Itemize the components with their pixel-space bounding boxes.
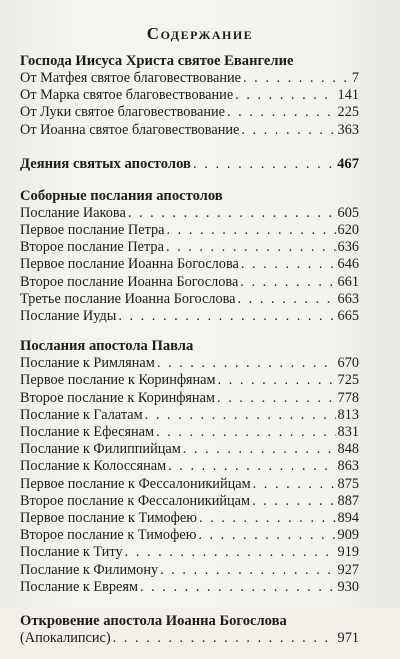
dot-leader <box>118 308 335 325</box>
dot-leader <box>183 441 336 458</box>
entry-page: 467 <box>337 155 359 172</box>
dot-leader <box>241 122 335 139</box>
entry-page: 863 <box>337 458 359 475</box>
entry-page: 778 <box>337 389 359 406</box>
section-heading: Откровение апостола Иоанна Богослова <box>20 613 287 630</box>
dot-leader <box>238 291 336 308</box>
entry-page: 848 <box>337 441 359 458</box>
entry-page: 930 <box>337 578 359 595</box>
toc-entry <box>20 562 359 579</box>
entry-label: Первое послание к Фессалоникийцам <box>20 475 251 492</box>
entry-page: 620 <box>337 222 359 239</box>
entry-label: Послание Иакова <box>20 204 126 221</box>
dot-leader <box>198 527 335 544</box>
entry-label: Деяния святых апостолов <box>20 155 191 172</box>
section-heading: Соборные послания апостолов <box>20 187 223 204</box>
entry-label: Послание к Римлянам <box>20 355 155 372</box>
entry-page: 7 <box>351 70 359 86</box>
toc-entry <box>20 630 359 647</box>
entry-label: Первое послание к Коринфянам <box>20 372 216 389</box>
toc-entry <box>20 104 359 121</box>
table-of-contents <box>20 52 359 659</box>
entry-label: Послание Иуды <box>20 308 117 325</box>
entry-page: 909 <box>337 527 359 544</box>
dot-leader <box>253 476 336 493</box>
toc-entry <box>20 256 359 273</box>
section-gospels <box>20 52 359 139</box>
section-revelation <box>20 612 359 647</box>
toc-entry <box>20 441 359 458</box>
dot-leader <box>167 222 336 239</box>
entry-label: Послание к Евреям <box>20 578 138 595</box>
entry-page: 887 <box>337 492 359 509</box>
entry-label: От Луки святое благовествование <box>20 104 225 121</box>
entry-page: 636 <box>337 239 359 256</box>
toc-entry <box>20 155 359 173</box>
toc-entry <box>20 579 359 596</box>
toc-entry <box>20 87 359 104</box>
toc-entry <box>20 70 359 87</box>
entry-label: Послание к Колоссянам <box>20 458 167 475</box>
entry-label: Послание к Галатам <box>20 406 143 423</box>
dot-leader <box>113 630 336 647</box>
entry-label: Второе послание к Фессалоникийцам <box>20 492 251 509</box>
dot-leader <box>252 493 335 510</box>
entry-page: 646 <box>337 256 359 273</box>
dot-leader <box>235 87 335 104</box>
entry-label: Третье послание Иоанна Богослова <box>20 290 236 307</box>
entry-page: 894 <box>337 510 359 527</box>
toc-entry <box>20 355 359 372</box>
entry-page: 927 <box>337 561 359 578</box>
dot-leader <box>166 239 336 256</box>
contents-title: Содержание <box>146 24 254 43</box>
toc-entry <box>20 222 359 239</box>
toc-entry <box>20 510 359 527</box>
toc-entry <box>20 544 359 561</box>
dot-leader <box>140 579 336 596</box>
entry-label: От Марка святое благовествование <box>20 87 234 104</box>
section-catholic-epistles <box>20 187 359 325</box>
entry-page: 919 <box>337 544 359 561</box>
dot-leader <box>243 70 350 87</box>
entry-label: Второе послание к Тимофею <box>20 527 197 544</box>
entry-page: 670 <box>337 355 359 372</box>
dot-leader <box>125 544 336 561</box>
toc-entry <box>20 274 359 291</box>
entry-page: 971 <box>337 630 359 647</box>
section-heading: Послания апостола Павла <box>20 338 194 355</box>
entry-label: От Иоанна святое благовествование <box>20 121 240 138</box>
entry-page: 661 <box>337 273 359 290</box>
toc-entry <box>20 122 359 139</box>
toc-entry <box>20 390 359 407</box>
dot-leader <box>227 104 336 121</box>
entry-page: 225 <box>337 104 359 121</box>
entry-label: От Матфея святое благовествование <box>20 70 242 86</box>
entry-label: Первое послание к Тимофею <box>20 510 197 527</box>
entry-page: 875 <box>337 475 359 492</box>
entry-label: Послание к Филиппийцам <box>20 441 181 458</box>
dot-leader <box>193 155 335 173</box>
dot-leader <box>128 205 336 222</box>
section-heading: Господа Иисуса Христа святое Евангелие <box>20 53 294 69</box>
toc-entry <box>20 308 359 325</box>
entry-label: Второе послание к Коринфянам <box>20 389 215 406</box>
entry-label: Второе послание Иоанна Богослова <box>20 273 239 290</box>
dot-leader <box>241 256 336 273</box>
toc-entry <box>20 372 359 389</box>
toc-entry <box>20 493 359 510</box>
entry-label: Послание к Титу <box>20 544 123 561</box>
section-pauline-epistles <box>20 337 359 596</box>
dot-leader <box>157 355 336 372</box>
toc-entry <box>20 239 359 256</box>
dot-leader <box>160 562 335 579</box>
toc-entry <box>20 527 359 544</box>
entry-page: 141 <box>337 87 359 104</box>
entry-page: 605 <box>337 204 359 221</box>
dot-leader <box>199 510 336 527</box>
entry-page: 665 <box>337 308 359 325</box>
toc-entry <box>20 205 359 222</box>
entry-label: Первое послание Иоанна Богослова <box>20 256 239 273</box>
entry-label: Второе послание Петра <box>20 239 164 256</box>
dot-leader <box>218 372 336 389</box>
entry-page: 813 <box>337 406 359 423</box>
toc-entry <box>20 291 359 308</box>
dot-leader <box>217 390 336 407</box>
dot-leader <box>168 458 335 475</box>
section-acts <box>20 155 359 173</box>
dot-leader <box>240 274 335 291</box>
entry-label: Послание к Филимону <box>20 561 159 578</box>
dot-leader <box>156 424 335 441</box>
entry-page: 725 <box>337 372 359 389</box>
toc-entry <box>20 407 359 424</box>
toc-entry <box>20 458 359 475</box>
toc-entry <box>20 476 359 493</box>
entry-label: Послание к Ефесянам <box>20 424 155 441</box>
entry-label: Первое послание Петра <box>20 222 165 239</box>
toc-entry <box>20 424 359 441</box>
entry-page: 363 <box>337 121 359 138</box>
entry-label: (Апокалипсис) <box>20 630 111 647</box>
entry-page: 831 <box>337 424 359 441</box>
dot-leader <box>145 407 336 424</box>
entry-page: 663 <box>337 290 359 307</box>
